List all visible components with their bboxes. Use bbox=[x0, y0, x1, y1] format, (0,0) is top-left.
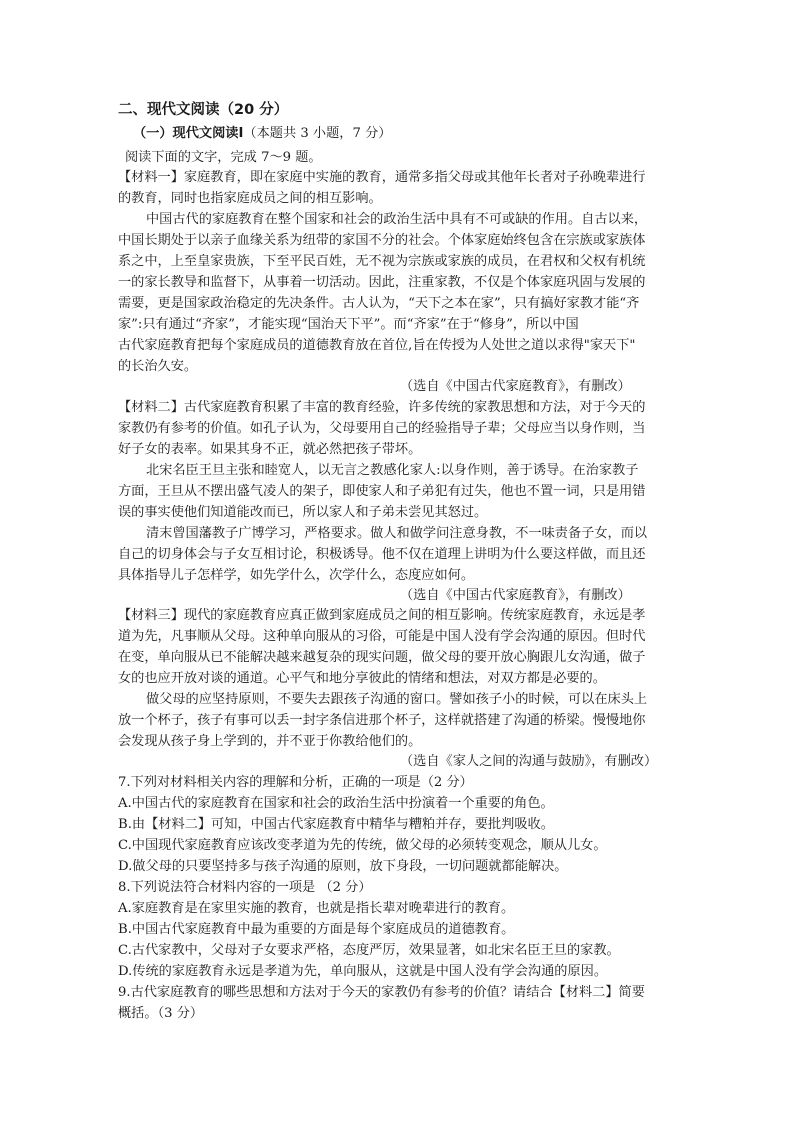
paragraph-line: 【材料一】家庭教育，即在家庭中实施的教育，通常多指父母或其他年长者对子孙晚辈进行 bbox=[118, 170, 646, 185]
paragraph-line: 中国古代的家庭教育在整个国家和社会的政治生活中具有不可或缺的作用。自古以来， bbox=[146, 212, 648, 227]
subsection-label: （一）现代文阅读Ⅰ bbox=[133, 126, 244, 141]
paragraph-line: 中国长期处于以亲子血缘关系为纽带的家国不分的社会。个体家庭始终包含在宗族或家族体 bbox=[118, 233, 646, 248]
paragraph-line: 自己的切身体会与子女互相讨论，积极诱导。他不仅在道理上讲明为什么要这样做，而且还 bbox=[118, 547, 646, 562]
question-stem: 9.古代家庭教育的哪些思想和方法对于今天的家教仍有参考的价值？请结合【材料二】简要 bbox=[118, 985, 645, 1000]
paragraph-line: 放一个杯子，孩子有事可以丢一封字条信进那个杯子，这样就搭建了沟通的桥梁。慢慢地你 bbox=[118, 713, 646, 728]
paragraph-line: 清末曾国藩教子广博学习，严格要求。做人和做学问注意身教，不一味责备子女，而以 bbox=[146, 526, 648, 541]
option-c: C.古代家教中，父母对子女要求严格，态度严厉，效果显著，如北宋名臣王旦的家教。 bbox=[118, 943, 620, 958]
subsection-info: （本题共 3 小题，7 分） bbox=[243, 126, 392, 141]
paragraph-line: 在变，单向服从已不能解决越来越复杂的现实问题，做父母的要开放心胸跟儿女沟通，做子 bbox=[118, 650, 646, 665]
option-a: A.家庭教育是在家里实施的教育，也就是指长辈对晚辈进行的教育。 bbox=[118, 901, 515, 916]
paragraph-line: 家教仍有参考的价值。如孔子认为，父母要用自己的经验指导子辈；父母应当以身作则，当 bbox=[118, 421, 646, 436]
question-stem: 8.下列说法符合材料内容的一项是 （2 分） bbox=[118, 880, 372, 895]
paragraph-line: 北宋名臣王旦主张和睦宽人，以无言之教感化家人:以身作则，善于诱导。在治家教子 bbox=[146, 463, 639, 478]
instruction: 阅读下面的文字，完成 7～9 题。 bbox=[125, 150, 322, 165]
option-c: C.中国现代家庭教育应该改变孝道为先的传统，做父母的必须转变观念，顺从儿女。 bbox=[118, 838, 607, 853]
paragraph-line: 系之中，上至皇家贵族，下至平民百姓，无不视为宗族或家族的成员，在君权和父权有机统 bbox=[118, 254, 646, 269]
section-title: 二、现代文阅读（20 分） bbox=[118, 102, 289, 118]
question-stem-continued: 概括。（3 分） bbox=[118, 1006, 204, 1021]
paragraph-line: 好子女的表率。如果其身不正，就必然把孩子带坏。 bbox=[118, 442, 422, 457]
option-d: D.做父母的只要坚持多与孩子沟通的原则，放下身段，一切问题就都能解决。 bbox=[118, 859, 568, 874]
paragraph-line: 具体指导儿子怎样学，如先学什么，次学什么，态度应如何。 bbox=[118, 568, 475, 583]
subsection-heading bbox=[133, 124, 391, 144]
paragraph-line: 道为先，凡事顺从父母。这种单向服从的习俗，可能是中国人没有学会沟通的原因。但时代 bbox=[118, 629, 646, 644]
source-note: （选自《中国古代家庭教育》，有删改） bbox=[400, 588, 631, 603]
paragraph-line: 一的家长教导和监督下，从事着一切活动。因此，注重家教，不仅是个体家庭巩固与发展的 bbox=[118, 275, 646, 290]
paragraph-line: 误的事实使他们知道能改而已，所以家人和子弟未尝见其怒过。 bbox=[118, 505, 488, 520]
option-b: B.由【材料二】可知，中国古代家庭教育中精华与糟粕并存，要批判吸收。 bbox=[118, 817, 554, 832]
paragraph-line: 会发现从孩子身上学到的，并不亚于你教给他们的。 bbox=[118, 734, 422, 749]
option-d: D.传统的家庭教育永远是孝道为先，单向服从，这就是中国人没有学会沟通的原因。 bbox=[118, 964, 608, 979]
paragraph-line: 古代家庭教育把每个家庭成员的道德教育放在首位,旨在传授为人处世之道以求得"家天下" bbox=[118, 338, 636, 353]
source-note: （选自《中国古代家庭教育》，有删改） bbox=[400, 379, 631, 394]
source-note: （选自《家人之间的沟通与鼓励》，有删改） bbox=[400, 754, 658, 769]
option-b: B.中国古代家庭教育中最为重要的方面是每个家庭成员的道德教育。 bbox=[118, 922, 515, 937]
paragraph-line: 女的也应开放对谈的通道。心平气和地分享彼此的情绪和想法，对双方都是必要的。 bbox=[118, 671, 606, 686]
paragraph-line: 【材料二】古代家庭教育积累了丰富的教育经验，许多传统的家教思想和方法，对于今天的 bbox=[118, 400, 646, 415]
paragraph-line: 的教育，同时也指家庭成员之间的相互影响。 bbox=[118, 191, 382, 206]
option-a: A.中国古代的家庭教育在国家和社会的政治生活中扮演着一个重要的角色。 bbox=[118, 796, 554, 811]
paragraph-line: 方面，王旦从不摆出盛气凌人的架子，即使家人和子弟犯有过失，他也不置一词，只是用错 bbox=[118, 484, 646, 499]
paragraph-line: 【材料三】现代的家庭教育应真正做到家庭成员之间的相互影响。传统家庭教育，永远是孝 bbox=[118, 608, 646, 623]
paragraph-line: 家”:只有通过“齐家”，才能实现“国治天下平”。而“齐家”在于“修身”，所以中国 bbox=[118, 317, 579, 332]
paragraph-line: 的长治久安。 bbox=[118, 359, 198, 374]
paragraph-line: 需要，更是国家政治稳定的先决条件。古人认为，“天下之本在家”，只有搞好家教才能“齐 bbox=[118, 296, 640, 311]
question-stem: 7.下列对材料相关内容的理解和分析，正确的一项是（2 分） bbox=[118, 775, 473, 790]
paragraph-line: 做父母的应坚持原则，不要失去跟孩子沟通的窗口。譬如孩子小的时候，可以在床头上 bbox=[146, 692, 648, 707]
